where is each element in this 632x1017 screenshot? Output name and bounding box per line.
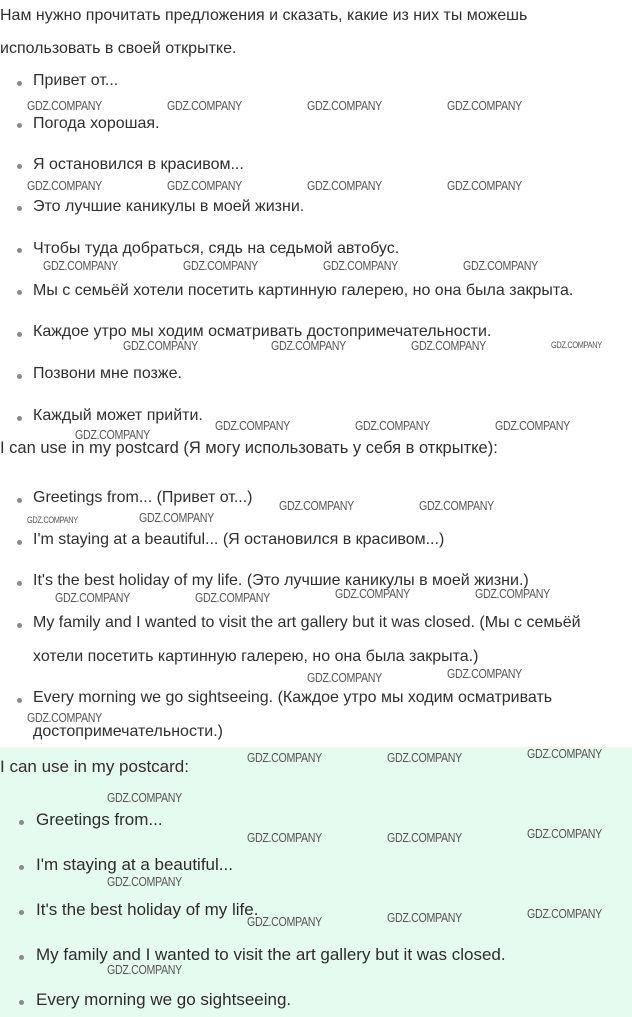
list-item-continuation: хотели посетить картинную галерею, но она была закрыта.): [33, 648, 479, 665]
bullet: [17, 623, 22, 628]
list-item: Это лучшие каникулы в моей жизни.: [33, 198, 305, 215]
watermark: GDZ.COMPANY: [419, 498, 494, 513]
watermark: GDZ.COMPANY: [75, 427, 150, 442]
list-item: My family and I wanted to visit the art gallery but it was closed. (Мы с семьёй: [33, 614, 581, 631]
list-item: Greetings from... (Привет от...): [33, 489, 253, 506]
watermark: GDZ.COMPANY: [355, 418, 430, 433]
list-item: Привет от...: [33, 72, 119, 89]
bullet: [17, 123, 22, 128]
watermark: GDZ.COMPANY: [387, 750, 462, 765]
answer-panel: [0, 747, 632, 1017]
watermark: GDZ.COMPANY: [247, 830, 322, 845]
watermark: GDZ.COMPANY: [195, 590, 270, 605]
bullet: [17, 290, 22, 295]
list-item: It's the best holiday of my life. (Это лучшие каникулы в моей жизни.): [33, 572, 529, 589]
watermark: GDZ.COMPANY: [447, 178, 522, 193]
watermark: GDZ.COMPANY: [279, 498, 354, 513]
watermark: GDZ.COMPANY: [307, 98, 382, 113]
watermark: GDZ.COMPANY: [475, 586, 550, 601]
bullet: [19, 820, 24, 825]
watermark: GDZ.COMPANY: [247, 914, 322, 929]
watermark: GDZ.COMPANY: [107, 790, 182, 805]
bullet: [19, 865, 24, 870]
bullet: [17, 498, 22, 503]
bullet: [17, 374, 22, 379]
bullet: [17, 540, 22, 545]
list-item: Every morning we go sightseeing. (Каждое утро мы ходим осматривать: [33, 689, 553, 706]
bullet: [17, 248, 22, 253]
watermark: GDZ.COMPANY: [335, 586, 410, 601]
watermark: GDZ.COMPANY: [307, 178, 382, 193]
watermark: GDZ.COMPANY: [463, 258, 538, 273]
watermark: GDZ.COMPANY: [215, 418, 290, 433]
bullet: [17, 416, 22, 421]
list-item: Каждое утро мы ходим осматривать достопримечательности.: [33, 323, 492, 340]
list-item: I'm staying at a beautiful...: [36, 855, 233, 874]
watermark: GDZ.COMPANY: [551, 340, 602, 350]
watermark: GDZ.COMPANY: [527, 826, 602, 841]
bullet: [19, 910, 24, 915]
intro-line-2: использовать в своей открытке.: [0, 40, 237, 57]
watermark: GDZ.COMPANY: [447, 98, 522, 113]
bullet: [17, 698, 22, 703]
watermark: GDZ.COMPANY: [43, 258, 118, 273]
list-item: I'm staying at a beautiful... (Я остановился в красивом...): [33, 531, 445, 548]
watermark: GDZ.COMPANY: [447, 666, 522, 681]
list-item: Мы с семьёй хотели посетить картинную галерею, но она была закрыта.: [33, 282, 574, 299]
watermark: GDZ.COMPANY: [495, 418, 570, 433]
bullet: [17, 164, 22, 169]
list-item: Чтобы туда добраться, сядь на седьмой автобус.: [33, 240, 400, 257]
bullet: [17, 81, 22, 86]
watermark: GDZ.COMPANY: [527, 906, 602, 921]
bullet: [17, 206, 22, 211]
watermark: GDZ.COMPANY: [27, 515, 78, 525]
watermark: GDZ.COMPANY: [387, 910, 462, 925]
intro-line-1: Нам нужно прочитать предложения и сказать, какие из них ты можешь: [0, 7, 528, 24]
list-item: It's the best holiday of my life.: [36, 900, 259, 919]
watermark: GDZ.COMPANY: [27, 98, 102, 113]
watermark: GDZ.COMPANY: [183, 258, 258, 273]
watermark: GDZ.COMPANY: [307, 670, 382, 685]
list-item: Я остановился в красивом...: [33, 156, 244, 173]
list-item: Greetings from...: [36, 810, 163, 829]
watermark: GDZ.COMPANY: [387, 830, 462, 845]
watermark: GDZ.COMPANY: [247, 750, 322, 765]
translation-heading: I can use in my postcard (Я могу использовать у себя в открытке):: [0, 439, 498, 457]
watermark: GDZ.COMPANY: [55, 590, 130, 605]
list-item: Позвони мне позже.: [33, 365, 182, 382]
watermark: GDZ.COMPANY: [123, 338, 198, 353]
watermark: GDZ.COMPANY: [27, 178, 102, 193]
watermark: GDZ.COMPANY: [139, 510, 214, 525]
watermark: GDZ.COMPANY: [411, 338, 486, 353]
watermark: GDZ.COMPANY: [107, 962, 182, 977]
list-item: Погода хорошая.: [33, 115, 160, 132]
bullet: [17, 332, 22, 337]
list-item: My family and I wanted to visit the art gallery but it was closed.: [36, 945, 506, 964]
watermark: GDZ.COMPANY: [27, 710, 102, 725]
watermark: GDZ.COMPANY: [167, 178, 242, 193]
bullet: [19, 1000, 24, 1005]
watermark: GDZ.COMPANY: [527, 746, 602, 761]
watermark: GDZ.COMPANY: [271, 338, 346, 353]
bullet: [19, 955, 24, 960]
list-item: Каждый может прийти.: [33, 407, 203, 424]
list-item: Every morning we go sightseeing.: [36, 990, 292, 1009]
watermark: GDZ.COMPANY: [323, 258, 398, 273]
bullet: [17, 581, 22, 586]
list-item-continuation: достопримечательности.): [33, 723, 223, 740]
watermark: GDZ.COMPANY: [107, 874, 182, 889]
answer-heading: I can use in my postcard:: [0, 757, 189, 776]
watermark: GDZ.COMPANY: [167, 98, 242, 113]
